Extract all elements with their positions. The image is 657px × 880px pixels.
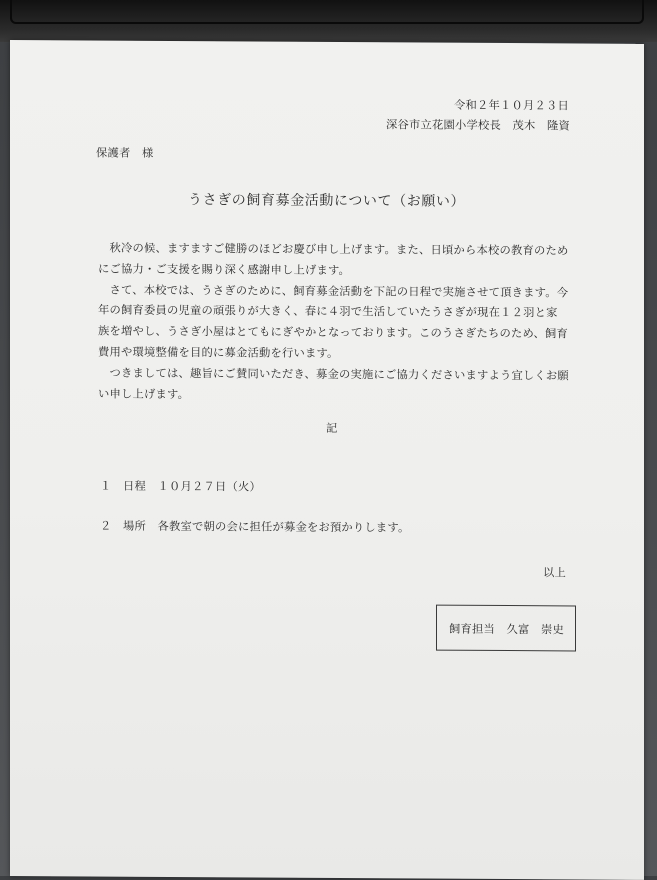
contact-person: 飼育担当 久富 崇史 [449,622,564,637]
body-text [98,239,580,408]
body-line: 族を増やし、うさぎ小屋はとてもにぎやかとなっております。このうさぎたちのため、飼育 [98,324,569,341]
document-title: うさぎの飼育募金活動について（お願い） [188,192,466,210]
document-author: 深谷市立花園小学校長 茂木 隆資 [386,118,570,133]
ki-heading: 記 [326,421,338,436]
document-page [10,40,644,880]
body-line: にご協力・ご支援を賜り深く感謝申し上げます。 [98,262,351,277]
closing-text: 以上 [543,566,566,580]
body-line: い申し上げます。 [98,387,190,401]
body-line: 秋冷の候、ますますご健勝のほどお慶び申し上げます。また、日頃から本校の教育のため [98,241,569,258]
body-line: つきましては、趣旨にご賛同いただき、募金の実施にご協力くださいますよう宜しくお願 [98,366,569,383]
addressee: 保護者 様 [96,146,154,160]
binder-clip [10,0,644,24]
body-line: 費用や環境整備を目的に募金活動を行います。 [98,345,339,360]
location-item: ２ 場所 各教室で朝の会に担任が募金をお預かりします。 [100,519,410,535]
schedule-item: １ 日程 １０月２７日（火） [100,479,261,494]
document-date: 令和２年１０月２３日 [454,98,569,113]
binder-clip-bar [0,0,657,42]
contact-box [436,605,576,652]
body-line: さて、本校では、うさぎのために、飼育募金活動を下記の日程で実施させて頂きます。今 [98,283,569,300]
body-line: 年の飼育委員の児童の頑張りが大きく、春に４羽で生活していたうさぎが現在１２羽と家 [98,303,558,320]
